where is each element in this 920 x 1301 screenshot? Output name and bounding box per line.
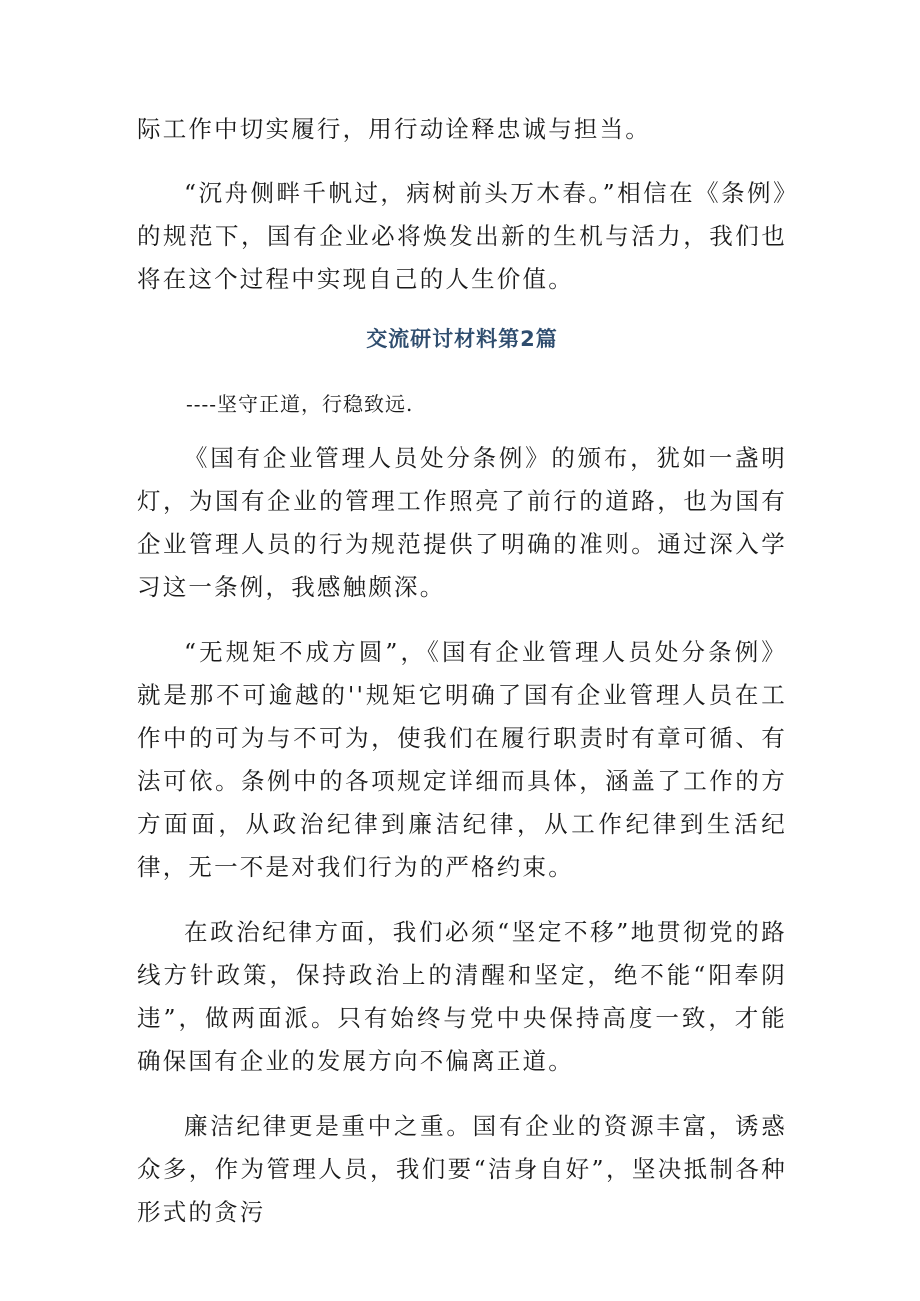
- section-subtitle: ----坚守正道，行稳致远.: [186, 392, 414, 416]
- paragraph-rules: “无规矩不成方圆”，《国有企业管理人员处分条例》就是那不可逾越的''规矩它明确了国有企业管理人员在工作中的可为与不可为，使我们在履行职责时有章可循、有法可依。条例中的各项规定详细而具体，涵盖了工作的方方面面，从政治纪律到廉洁纪律，从工作纪律到生活纪律，无一不是对我们行为的严格约束。: [137, 638, 787, 881]
- section-title: 交流研讨材料第2篇: [366, 327, 558, 351]
- paragraph-closing-quote: “沉舟侧畔千帆过，病树前头万木春。”相信在《条例》的规范下，国有企业必将焕发出新的生机与活力，我们也将在这个过程中实现自己的人生价值。: [137, 179, 787, 293]
- paragraph-regulation-intro: 《国有企业管理人员处分条例》的颁布，犹如一盏明灯，为国有企业的管理工作照亮了前行的道路，也为国有企业管理人员的行为规范提供了明确的准则。通过深入学习这一条例，我感触颇深。: [137, 444, 787, 601]
- paragraph-integrity-discipline: 廉洁纪律更是重中之重。国有企业的资源丰富，诱惑众多，作为管理人员，我们要“洁身自好”，坚决抵制各种形式的贪污: [137, 1112, 787, 1226]
- paragraph-political-discipline: 在政治纪律方面，我们必须“坚定不移”地贯彻党的路线方针政策，保持政治上的清醒和坚定，绝不能“阳奉阴违”，做两面派。只有始终与党中央保持高度一致，才能确保国有企业的发展方向不偏离正道。: [137, 918, 787, 1075]
- paragraph-continuation: 际工作中切实履行，用行动诠释忠诚与担当。: [137, 115, 651, 143]
